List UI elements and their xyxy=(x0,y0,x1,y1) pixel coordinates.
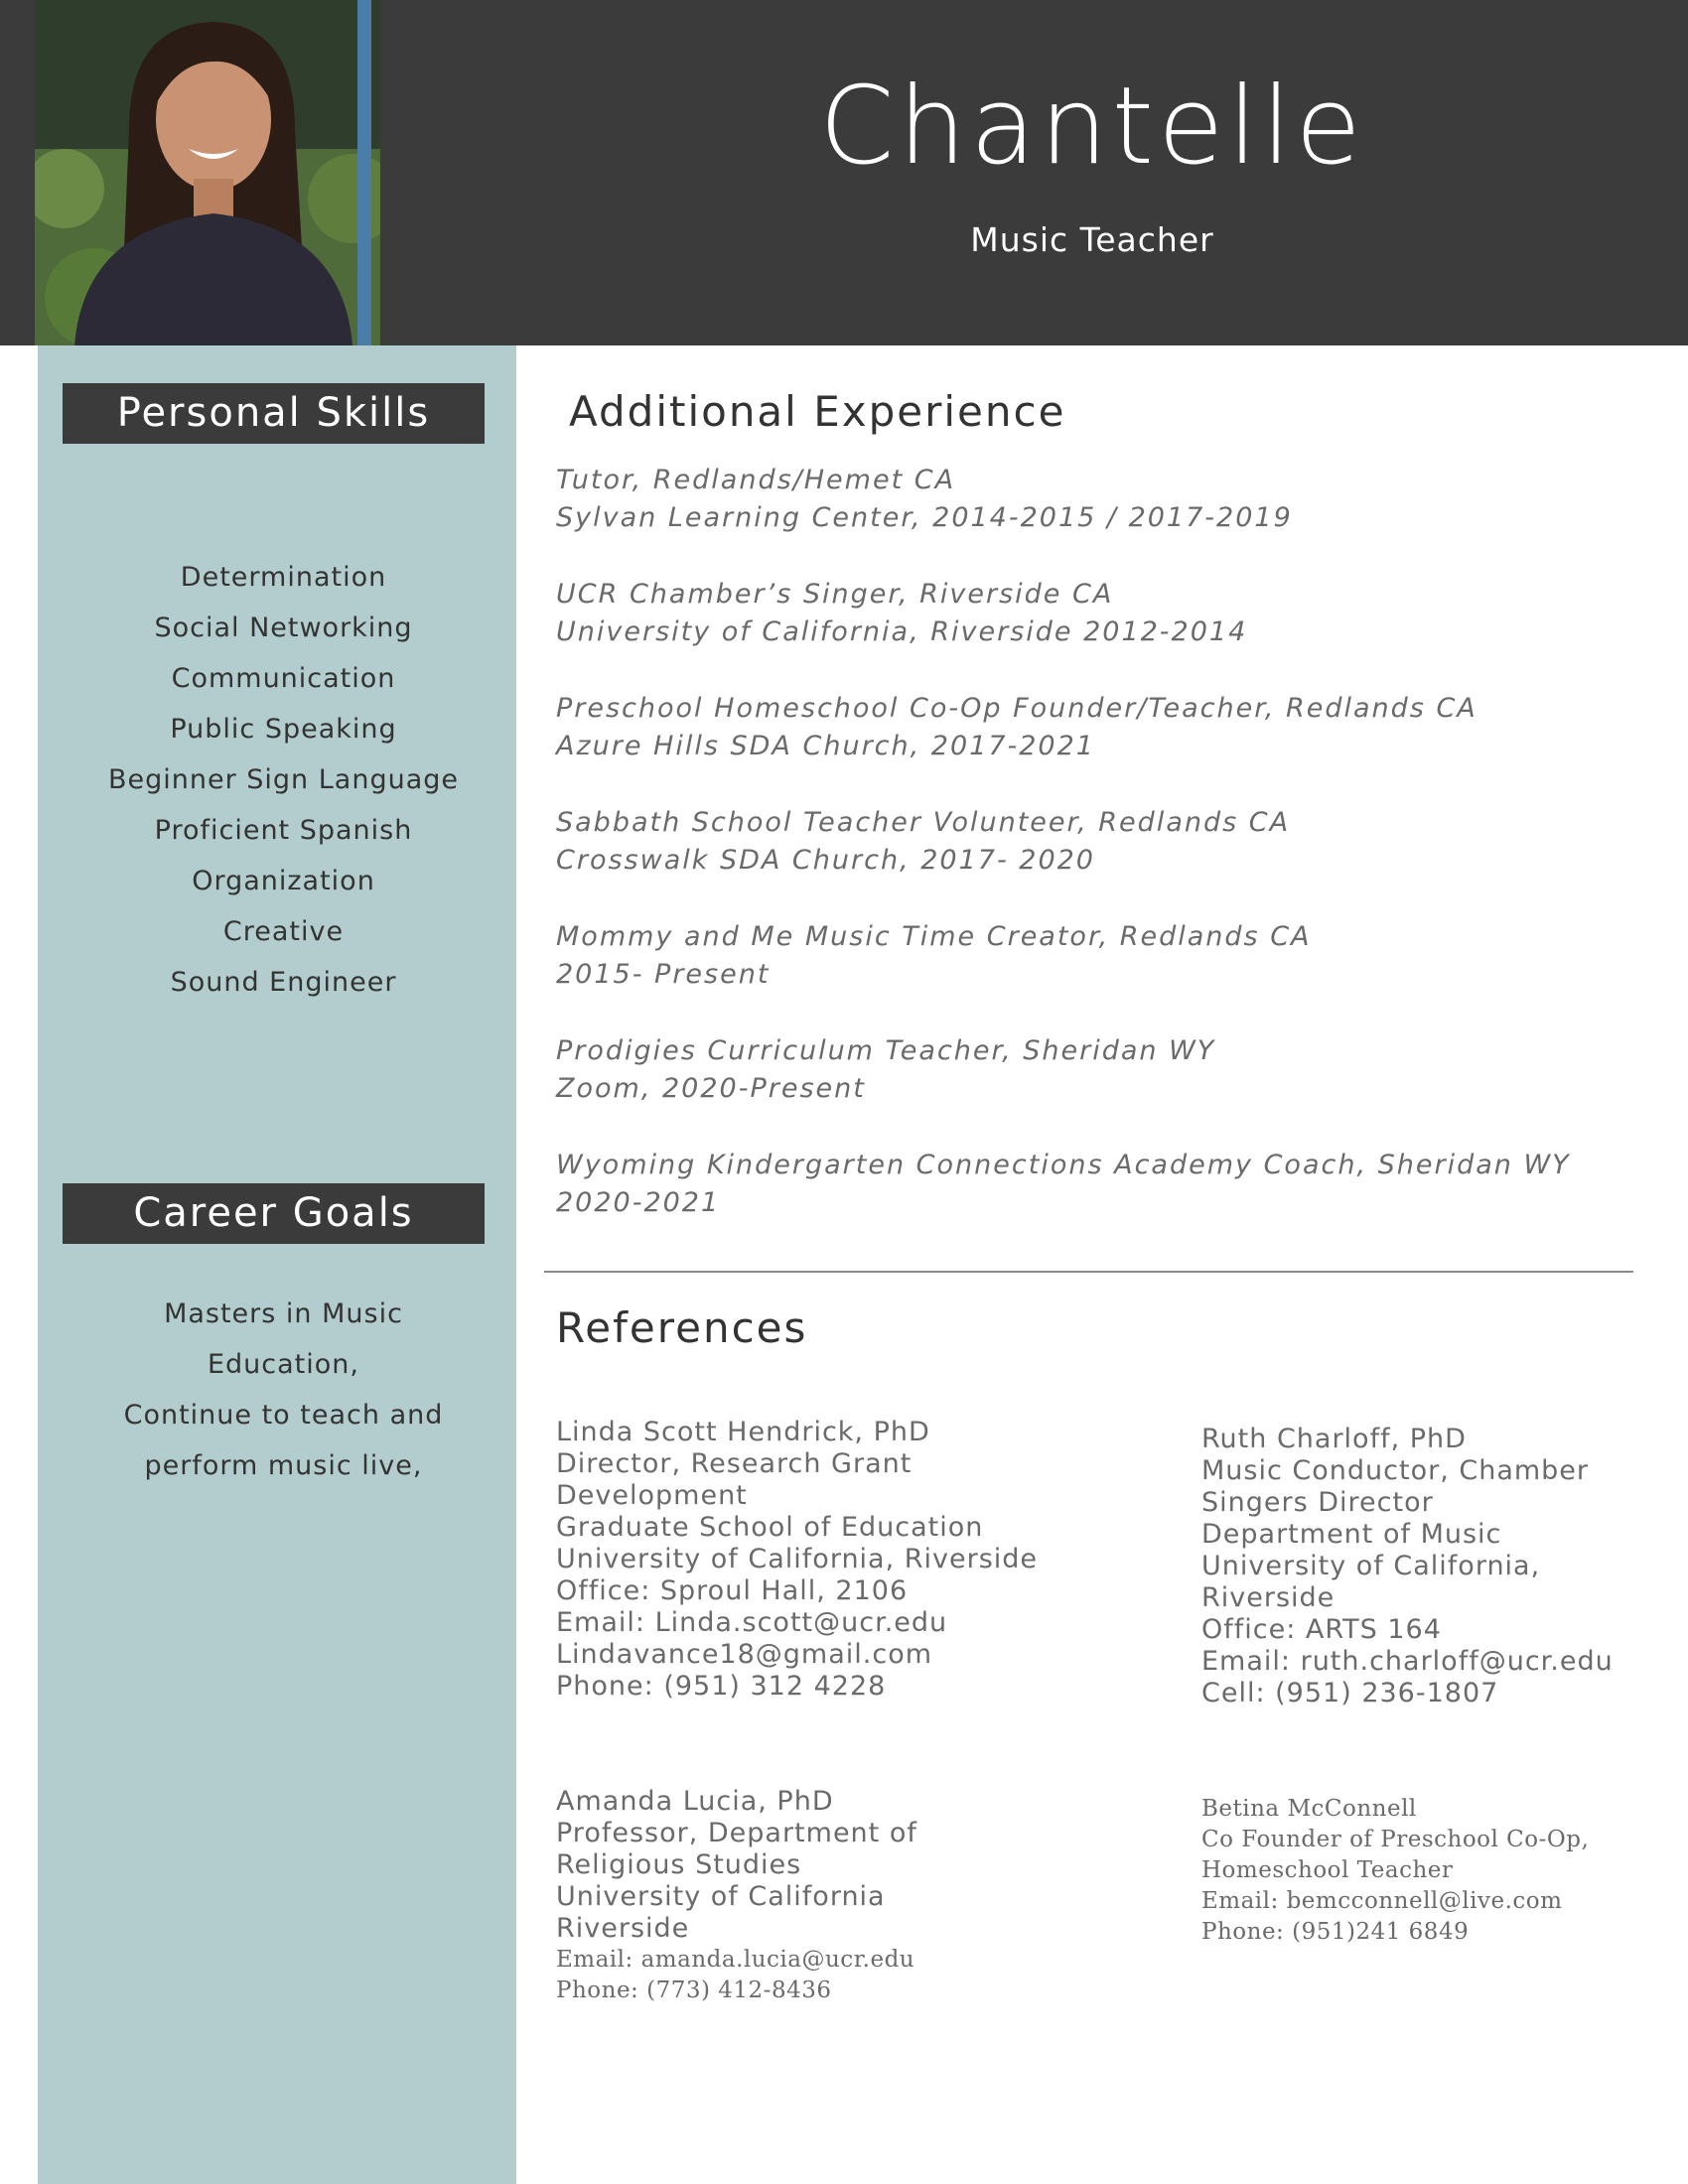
experience-title: Prodigies Curriculum Teacher, Sheridan WY xyxy=(556,1035,1216,1066)
experience-item xyxy=(556,576,1648,651)
personal-skills-heading: Personal Skills xyxy=(63,383,485,444)
goal-line: Education, xyxy=(207,1349,359,1380)
experience-list xyxy=(556,462,1648,1261)
reference-line: Email: ruth.charloff@ucr.edu xyxy=(1201,1646,1614,1677)
goal-line: perform music live, xyxy=(144,1450,423,1481)
experience-title: Tutor, Redlands/Hemet CA xyxy=(556,465,956,495)
reference-line: Development xyxy=(556,1480,748,1511)
experience-detail: Zoom, 2020-Present xyxy=(556,1073,866,1104)
experience-item xyxy=(556,804,1648,880)
reference-line: Homeschool Teacher xyxy=(1201,1857,1454,1883)
career-goals-heading: Career Goals xyxy=(63,1183,485,1244)
experience-title: UCR Chamber’s Singer, Riverside CA xyxy=(556,579,1114,610)
reference-line: Phone: (773) 412-8436 xyxy=(556,1978,832,2003)
section-divider xyxy=(544,1271,1633,1273)
reference-line: Professor, Department of xyxy=(556,1818,917,1848)
experience-item xyxy=(556,1147,1648,1222)
reference-amanda xyxy=(556,1786,917,2006)
experience-heading: Additional Experience xyxy=(569,387,1066,436)
candidate-role: Music Teacher xyxy=(970,220,1214,259)
profile-photo xyxy=(35,0,380,345)
experience-detail: 2015- Present xyxy=(556,959,771,990)
reference-ruth xyxy=(1201,1424,1614,1709)
skill-item: Proficient Spanish xyxy=(154,815,413,846)
skill-item: Sound Engineer xyxy=(170,967,397,998)
reference-line: Riverside xyxy=(556,1913,690,1944)
reference-line: Email: Linda.scott@ucr.edu xyxy=(556,1607,948,1638)
reference-line: Riverside xyxy=(1201,1582,1336,1613)
candidate-name: Chantelle xyxy=(819,65,1365,189)
skill-item: Public Speaking xyxy=(170,714,397,745)
reference-line: Linda Scott Hendrick, PhD xyxy=(556,1417,930,1447)
reference-line: Lindavance18@gmail.com xyxy=(556,1639,933,1670)
references-heading: References xyxy=(556,1303,808,1352)
experience-item xyxy=(556,690,1648,765)
reference-line: Ruth Charloff, PhD xyxy=(1201,1424,1467,1454)
reference-line: Office: ARTS 164 xyxy=(1201,1614,1442,1645)
experience-item xyxy=(556,918,1648,994)
reference-line: Religious Studies xyxy=(556,1849,802,1880)
experience-detail: 2020-2021 xyxy=(556,1187,721,1218)
reference-line: Email: bemcconnell@live.com xyxy=(1201,1888,1563,1914)
reference-line: Betina McConnell xyxy=(1201,1796,1417,1822)
reference-line: Cell: (951) 236-1807 xyxy=(1201,1678,1499,1708)
reference-line: University of California, xyxy=(1201,1551,1541,1581)
skill-item: Creative xyxy=(222,916,345,947)
skill-item: Organization xyxy=(192,866,375,896)
header-banner xyxy=(0,0,1688,345)
experience-title: Sabbath School Teacher Volunteer, Redlands CA xyxy=(556,807,1291,838)
reference-line: University of California xyxy=(556,1881,886,1912)
experience-detail: Sylvan Learning Center, 2014-2015 / 2017-2019 xyxy=(556,502,1293,533)
reference-line: Phone: (951)241 6849 xyxy=(1201,1919,1470,1945)
reference-linda xyxy=(556,1417,1038,1703)
reference-line: Director, Research Grant xyxy=(556,1448,913,1479)
experience-item xyxy=(556,462,1648,537)
goal-line: Continue to teach and xyxy=(123,1400,444,1431)
reference-line: Department of Music xyxy=(1201,1519,1502,1550)
sidebar xyxy=(38,345,516,2184)
reference-line: Graduate School of Education xyxy=(556,1512,984,1543)
reference-line: Amanda Lucia, PhD xyxy=(556,1786,834,1817)
skills-list xyxy=(38,552,529,1008)
experience-detail: Crosswalk SDA Church, 2017- 2020 xyxy=(556,845,1095,876)
experience-title: Mommy and Me Music Time Creator, Redlands CA xyxy=(556,921,1312,952)
reference-line: Email: amanda.lucia@ucr.edu xyxy=(556,1947,915,1973)
reference-line: Music Conductor, Chamber xyxy=(1201,1455,1590,1486)
reference-betina xyxy=(1201,1794,1589,1948)
career-goals-text xyxy=(38,1289,529,1491)
skill-item: Beginner Sign Language xyxy=(107,764,459,795)
experience-title: Wyoming Kindergarten Connections Academy Coach, Sheridan WY xyxy=(556,1150,1571,1180)
reference-line: Singers Director xyxy=(1201,1487,1434,1518)
skill-item: Communication xyxy=(171,663,396,694)
reference-line: Co Founder of Preschool Co-Op, xyxy=(1201,1827,1590,1852)
experience-item xyxy=(556,1032,1648,1108)
reference-line: Office: Sproul Hall, 2106 xyxy=(556,1575,909,1606)
skill-item: Social Networking xyxy=(154,613,413,643)
reference-line: Phone: (951) 312 4228 xyxy=(556,1671,887,1702)
experience-title: Preschool Homeschool Co-Op Founder/Teacher, Redlands CA xyxy=(556,693,1477,724)
reference-line: University of California, Riverside xyxy=(556,1544,1039,1574)
goal-line: Masters in Music xyxy=(164,1298,403,1329)
experience-detail: Azure Hills SDA Church, 2017-2021 xyxy=(556,731,1095,761)
experience-detail: University of California, Riverside 2012-2014 xyxy=(556,616,1248,647)
skill-item: Determination xyxy=(180,562,387,593)
